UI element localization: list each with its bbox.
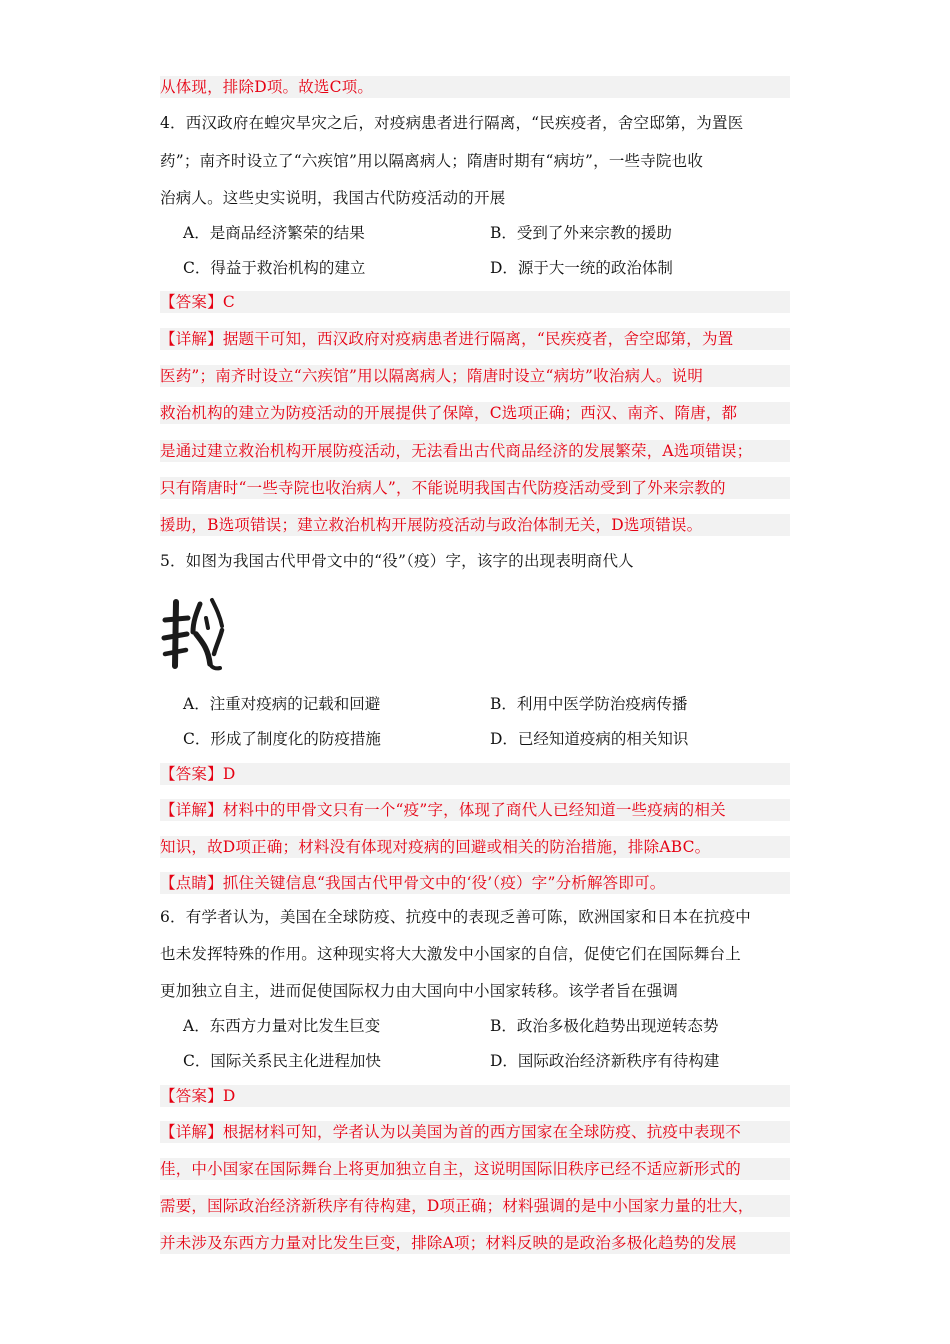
- q4-option-b: B．受到了外来宗教的援助: [490, 224, 672, 242]
- q5-tip-text: 抓住关键信息“我国古代甲骨文中的‘役’（疫）字”分析解答即可。: [222, 874, 666, 892]
- q4-explanation-line-1: [160, 328, 790, 350]
- q6-option-b: B．政治多极化趋势出现逆转态势: [490, 1017, 719, 1035]
- q5-tip-tag: 【点睛】: [160, 874, 223, 892]
- q5-explanation-line-1: [160, 799, 790, 821]
- q6-explanation-line-2: 佳，中小国家在国际舞台上将更加独立自主，这说明国际旧秩序已经不适应新形式的: [160, 1158, 790, 1180]
- q5-stem-line-1: 5．如图为我国古代甲骨文中的“役”（疫）字，该字的出现表明商代人: [160, 552, 634, 570]
- q4-answer: [160, 291, 790, 313]
- q4-explanation-line-6: 援助，B选项错误；建立救治机构开展防疫活动与政治体制无关，D选项错误。: [160, 514, 790, 536]
- q6-answer: [160, 1085, 790, 1107]
- q4-explanation-text-1: 据题干可知，西汉政府对疫病患者进行隔离，“民疾疫者，舍空邸第，为置: [222, 330, 734, 348]
- previous-explanation-tail: 从体现，排除D项。故选C项。: [160, 76, 790, 98]
- q4-option-c: C．得益于救治机构的建立: [183, 259, 366, 277]
- q4-option-d: D．源于大一统的政治体制: [490, 259, 673, 277]
- q5-option-a: A．注重对疫病的记载和回避: [183, 695, 381, 713]
- q6-explanation-line-4: 并未涉及东西方力量对比发生巨变，排除A项；材料反映的是政治多极化趋势的发展: [160, 1232, 790, 1254]
- q5-option-b: B．利用中医学防治疫病传播: [490, 695, 688, 713]
- q5-option-d: D．已经知道疫病的相关知识: [490, 730, 689, 748]
- q6-explanation-text-1: 根据材料可知，学者认为以美国为首的西方国家在全球防疫、抗疫中表现不: [222, 1123, 741, 1141]
- q4-explanation-line-4: 是通过建立救治机构开展防疫活动，无法看出古代商品经济的发展繁荣，A选项错误；: [160, 440, 790, 462]
- q5-explanation-text-1: 材料中的甲骨文只有一个“疫”字，体现了商代人已经知道一些疫病的相关: [222, 801, 726, 819]
- q4-answer-tag: 【答案】: [160, 293, 223, 311]
- q4-explanation-tag: 【详解】: [160, 330, 223, 348]
- q5-option-c: C．形成了制度化的防疫措施: [183, 730, 381, 748]
- q4-stem-line-2: 药”；南齐时设立了“六疾馆”用以隔离病人；隋唐时期有“病坊”，一些寺院也收: [160, 152, 704, 170]
- oracle-bone-character-image: [160, 594, 235, 674]
- q6-option-d: D．国际政治经济新秩序有待构建: [490, 1052, 720, 1070]
- q6-explanation-tag: 【详解】: [160, 1123, 223, 1141]
- q6-stem-line-2: 也未发挥特殊的作用。这种现实将大大激发中小国家的自信，促使它们在国际舞台上: [160, 945, 741, 963]
- q6-explanation-line-1: [160, 1121, 790, 1143]
- q4-answer-value: C: [222, 293, 235, 311]
- q6-stem-line-3: 更加独立自主，进而促使国际权力由大国向中小国家转移。该学者旨在强调: [160, 982, 679, 1000]
- q4-explanation-line-5: 只有隋唐时“一些寺院也收治病人”，不能说明我国古代防疫活动受到了外来宗教的: [160, 477, 790, 499]
- q4-option-a: A．是商品经济繁荣的结果: [183, 224, 365, 242]
- q6-option-a: A．东西方力量对比发生巨变: [183, 1017, 381, 1035]
- q6-stem-line-1: 6．有学者认为，美国在全球防疫、抗疫中的表现乏善可陈，欧洲国家和日本在抗疫中: [160, 908, 751, 926]
- q6-explanation-line-3: 需要，国际政治经济新秩序有待构建，D项正确；材料强调的是中小国家力量的壮大，: [160, 1195, 790, 1217]
- q5-explanation-tag: 【详解】: [160, 801, 223, 819]
- q6-option-c: C．国际关系民主化进程加快: [183, 1052, 381, 1070]
- q4-explanation-line-2: 医药”；南齐时设立“六疾馆”用以隔离病人；隋唐时设立“病坊”收治病人。说明: [160, 365, 790, 387]
- q4-stem-line-1: 4．西汉政府在蝗灾旱灾之后，对疫病患者进行隔离，“民疾疫者，舍空邸第，为置医: [160, 114, 744, 132]
- q5-explanation-line-2: 知识，故D项正确；材料没有体现对疫病的回避或相关的防治措施，排除ABC。: [160, 836, 790, 858]
- q5-answer: [160, 763, 790, 785]
- q4-explanation-line-3: 救治机构的建立为防疫活动的开展提供了保障，C选项正确；西汉、南齐、隋唐，都: [160, 402, 790, 424]
- q6-answer-value: D: [222, 1087, 236, 1105]
- q6-answer-tag: 【答案】: [160, 1087, 223, 1105]
- q5-answer-tag: 【答案】: [160, 765, 223, 783]
- q5-answer-value: D: [222, 765, 236, 783]
- q5-tip-line: [160, 872, 790, 894]
- q4-stem-line-3: 治病人。这些史实说明，我国古代防疫活动的开展: [160, 189, 506, 207]
